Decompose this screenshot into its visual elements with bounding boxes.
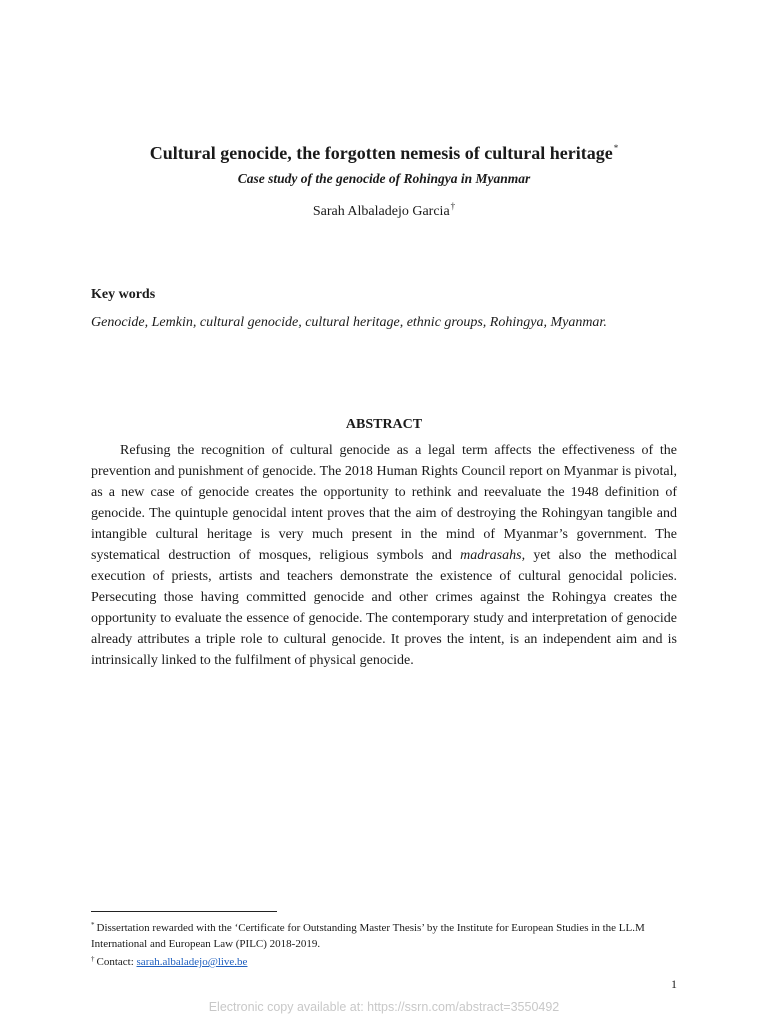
footnote-2-label: Contact:	[96, 956, 137, 968]
footnote-2	[91, 952, 691, 971]
abstract-italic-term: madrasahs,	[460, 547, 526, 563]
footnote-1-mark: *	[91, 921, 95, 929]
footnotes	[91, 918, 691, 971]
keywords-list: Genocide, Lemkin, cultural genocide, cultural heritage, ethnic groups, Rohingya, Myanmar.	[91, 315, 607, 330]
paper-title	[0, 136, 768, 165]
contact-email-link[interactable]: sarah.albaladejo@live.be	[136, 956, 248, 968]
footnote-divider	[91, 911, 277, 912]
abstract-heading: ABSTRACT	[345, 417, 423, 432]
author-name: Sarah Albaladejo Garcia	[312, 204, 450, 219]
abstract-text-part2: yet also the methodical execution of priests, artists and teachers demonstrate the existence of cultural genocidal policies. Persecuting those having committed genocide and other crimes against the Rohingya creates the opportunity to evaluate the essence of genocide. The contemporary study and interpretation of genocide already attributes a triple role to cultural genocide. It proves the intent, is an independent aim and is intrinsically linked to the fulfilment of physical genocide.	[91, 547, 678, 668]
footnote-1-text: Dissertation rewarded with the ‘Certificate for Outstanding Master Thesis’ by the Institute for European Studies in the LL.M International and European Law (PILC) 2018-2019.	[91, 922, 645, 950]
footnote-2-mark: †	[91, 955, 95, 963]
ssrn-watermark: Electronic copy available at: https://ssrn.com/abstract=3550492	[208, 1000, 560, 1014]
abstract-text-part1: Refusing the recognition of cultural genocide as a legal term affects the effectiveness of the prevention and punishment of genocide. The 2018 Human Rights Council report on Myanmar is pivotal, as a new case of genocide creates the opportunity to rethink and reevaluate the 1948 definition of genocide. The quintuple genocidal intent proves that the aim of destroying the Rohingyan tangible and intangible cultural heritage is very much present in the mind of Myanmar’s government. The systematical destruction of mosques, religious symbols and	[91, 443, 677, 563]
author-line	[0, 197, 768, 221]
title-footnote-mark: *	[613, 143, 619, 153]
paper-subtitle: Case study of the genocide of Rohingya in Myanmar	[237, 171, 531, 186]
author-footnote-mark: †	[450, 201, 456, 211]
paper-title-text: Cultural genocide, the forgotten nemesis of cultural heritage	[149, 143, 613, 163]
footnote-1	[91, 918, 691, 952]
keywords-heading: Key words	[91, 287, 156, 302]
abstract-paragraph	[91, 441, 677, 671]
page-number: 1	[671, 977, 677, 991]
